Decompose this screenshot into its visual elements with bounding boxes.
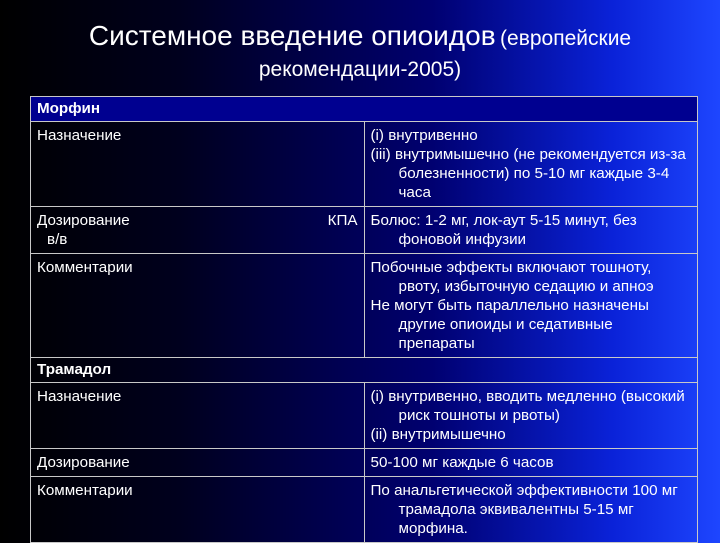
row-label: Назначение — [31, 383, 365, 449]
value-line: Болюс: 1-2 мг, лок-аут 5-15 минут, без фоновой инфузии — [370, 212, 637, 248]
row-value — [364, 254, 698, 358]
section-header-morphine — [31, 97, 698, 122]
value-line: По анальгетической эффективности 100 мг трамадола эквивалентны 5-15 мг морфина. — [370, 482, 678, 537]
row-label: Дозирование — [31, 449, 365, 477]
row-value — [364, 122, 698, 207]
row-label-left: Дозирование — [37, 212, 130, 229]
row-value — [364, 207, 698, 254]
value-line: (i) внутривенно — [370, 127, 478, 144]
title-paren-close: рекомендации-2005) — [258, 58, 462, 81]
value-line: Побочные эффекты включают тошноту, рвоту, избыточную седацию и апноэ — [370, 259, 654, 295]
table-row — [31, 449, 698, 477]
row-value — [364, 477, 698, 543]
row-label: Комментарии — [31, 477, 365, 543]
table-row — [31, 383, 698, 449]
row-label-second: в/в — [47, 231, 68, 248]
row-label-right: КПА — [327, 212, 358, 229]
row-label — [31, 207, 365, 254]
value-line: (i) внутривенно, вводить медленно (высокий риск тошноты и рвоты) — [370, 388, 685, 424]
table-row — [31, 254, 698, 358]
opioid-table — [30, 96, 698, 543]
title-main: Системное введение опиоидов — [88, 20, 496, 51]
value-line: 50-100 мг каждые 6 часов — [370, 454, 554, 471]
section-header-tramadol — [31, 358, 698, 383]
section-name: Трамадол — [31, 358, 698, 383]
row-label: Комментарии — [31, 254, 365, 358]
slide-title — [0, 18, 720, 83]
table-row — [31, 122, 698, 207]
section-name: Морфин — [31, 97, 698, 122]
value-line: Не могут быть параллельно назначены другие опиоиды и седативные препараты — [370, 297, 649, 352]
title-paren-open: (европейские — [500, 27, 632, 50]
row-value — [364, 383, 698, 449]
value-line: (iii) внутримышечно (не рекомендуется из-за болезненности) по 5-10 мг каждые 3-4 часа — [370, 146, 686, 201]
value-line: (ii) внутримышечно — [370, 426, 506, 443]
row-label: Назначение — [31, 122, 365, 207]
table-row — [31, 207, 698, 254]
row-value — [364, 449, 698, 477]
table-row — [31, 477, 698, 543]
